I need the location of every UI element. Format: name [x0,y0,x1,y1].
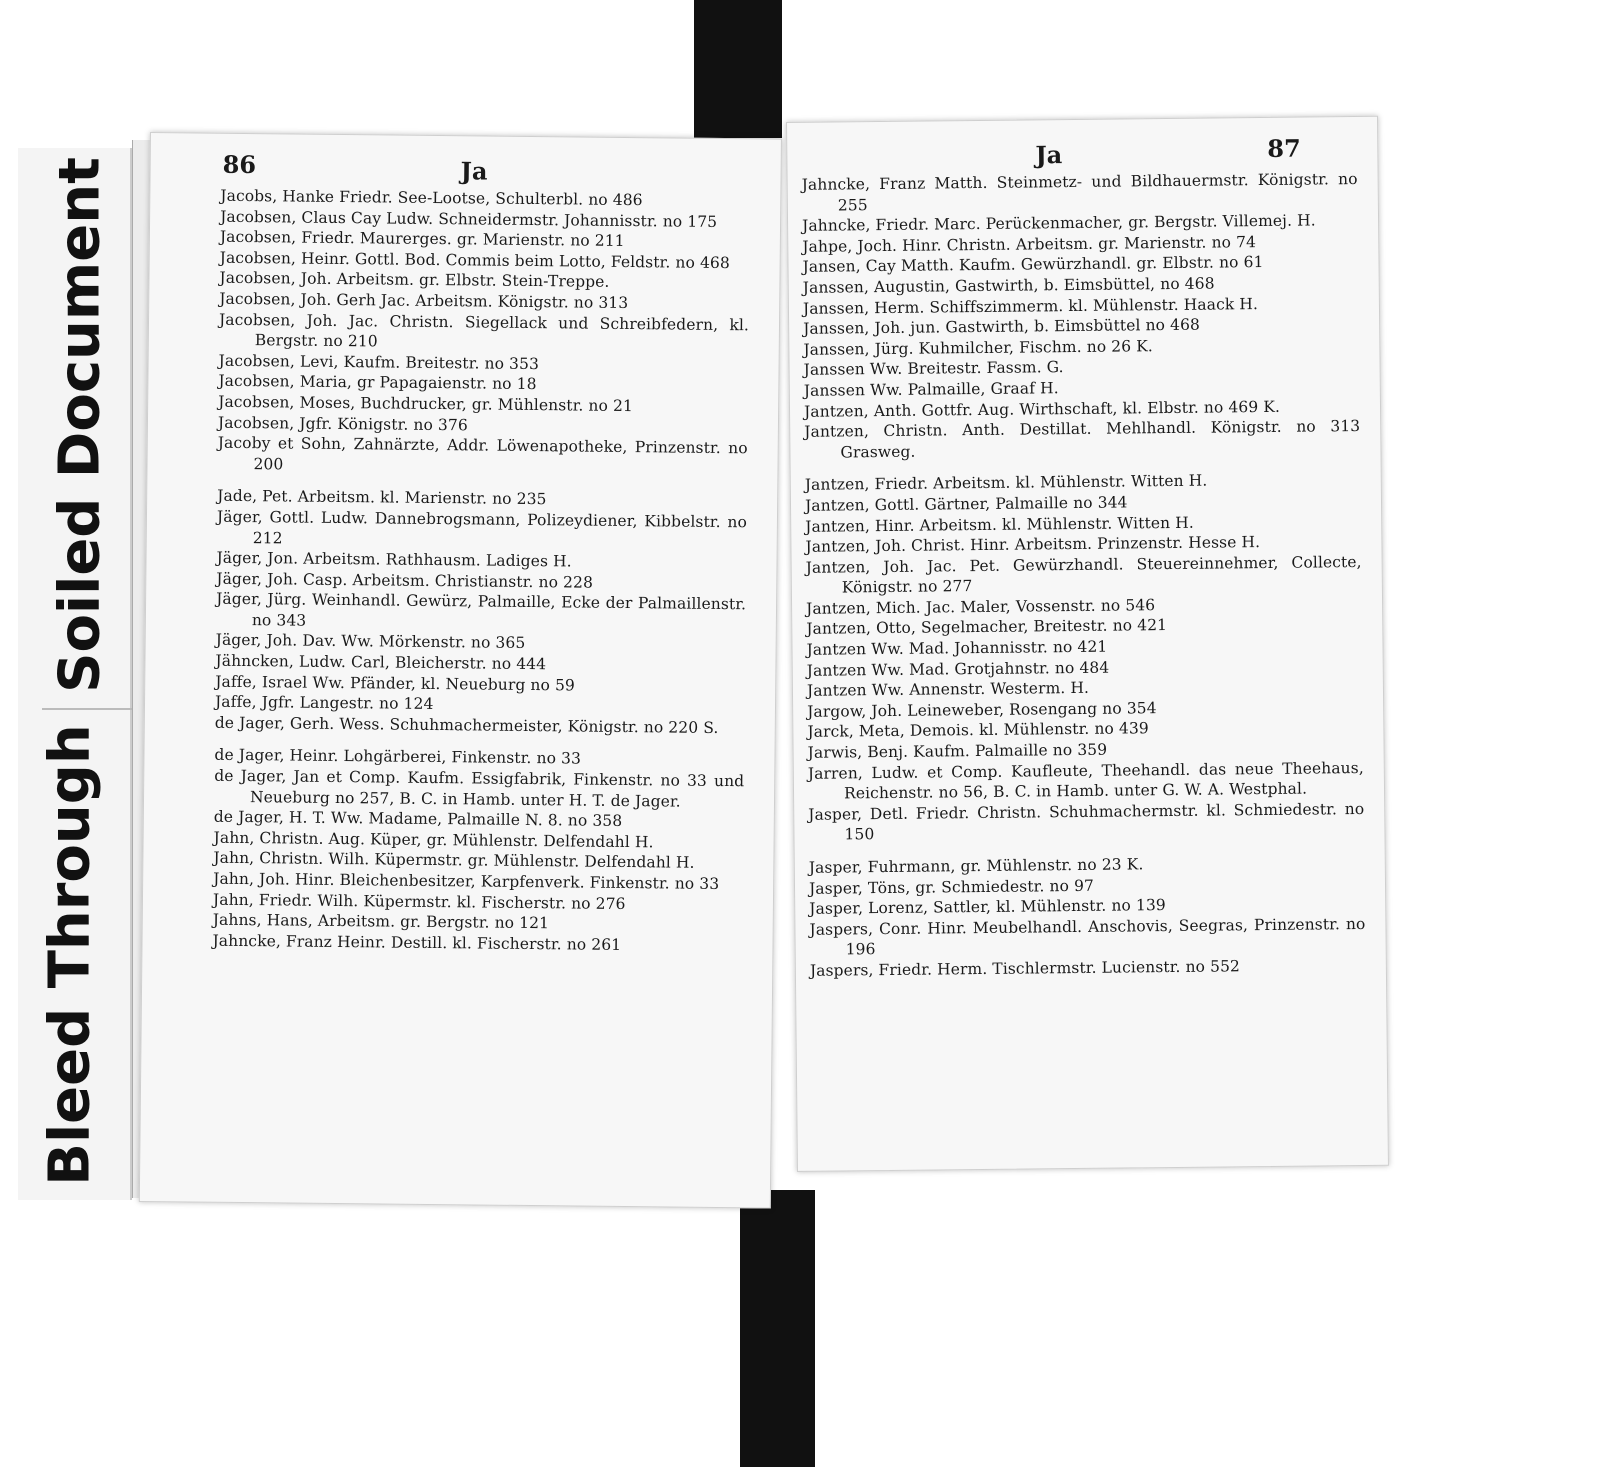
directory-entries [787,163,1385,982]
page-number: 87 [1267,133,1301,163]
directory-entry: Jade, Pet. Arbeitsm. kl. Marienstr. no 235 [217,487,547,509]
directory-entry: Jacobsen, Friedr. Maurerges. gr. Marienstr. no 211 [219,227,625,251]
directory-entry: Jacobsen, Claus Cay Ludw. Schneidermstr. Johannisstr. no 175 [220,207,718,231]
left-page [139,132,782,1209]
directory-entry: Jäger, Joh. Casp. Arbeitsm. Christianstr. no 228 [216,569,594,592]
directory-entry: Jasper, Fuhrmann, gr. Mühlenstr. no 23 K. [808,855,1144,877]
directory-entry: Jarck, Meta, Demois. kl. Mühlenstr. no 439 [807,719,1149,742]
directory-entry: Janssen Ww. Palmaille, Graaf H. [803,379,1059,400]
directory-entry: Jantzen, Joh. Jac. Pet. Gewürzhandl. Steuereinnehmer, Collecte, Königstr. no 277 [805,552,1362,597]
directory-entry: Jacobsen, Heinr. Gottl. Bod. Commis beim Lotto, Feldstr. no 468 [219,248,730,272]
soiled-document-label: Soiled Document [47,157,113,693]
spine-shadow-bottom [740,1190,815,1467]
directory-entry: Jahncke, Franz Matth. Steinmetz- und Bildhauermstr. Königstr. no 255 [801,170,1358,215]
directory-entry: Jasper, Lorenz, Sattler, kl. Mühlenstr. no 139 [809,896,1166,918]
directory-entry: Jacobsen, Levi, Kaufm. Breitestr. no 353 [218,351,540,373]
directory-entry: Jasper, Detl. Friedr. Christn. Schuhmachermstr. kl. Schmiedestr. no 150 [808,799,1365,844]
directory-entry: Jacobsen, Maria, gr Papagaienstr. no 18 [218,372,537,394]
directory-entry: Jarwis, Benj. Kaufm. Palmaille no 359 [807,740,1108,762]
directory-entry: Jäger, Jürg. Weinhandl. Gewürz, Palmaille, Ecke der Palmaillenstr. no 343 [216,589,747,630]
directory-entry: Jahncke, Friedr. Marc. Perückenmacher, gr. Bergstr. Villemej. H. [801,211,1316,236]
directory-entry: Jahncke, Franz Heinr. Destill. kl. Fischerstr. no 261 [212,931,622,954]
directory-entry: Jantzen, Friedr. Arbeitsm. kl. Mühlenstr. Witten H. [804,471,1208,495]
directory-entries [142,179,780,957]
directory-entry: Jantzen Ww. Annenstr. Westerm. H. [806,679,1090,701]
directory-entry: Jantzen, Gottl. Gärtner, Palmaille no 344 [804,493,1128,515]
directory-entry: Jantzen, Christn. Anth. Destillat. Mehlhandl. Königstr. no 313 Grasweg. [804,417,1361,462]
directory-entry: Jahn, Christn. Aug. Küper, gr. Mühlenstr. Delfendahl H. [213,828,654,852]
directory-entry: Janssen, Joh. jun. Gastwirth, b. Eimsbüttel no 468 [803,315,1201,338]
directory-entry: Jacobsen, Jgfr. Königstr. no 376 [217,413,468,434]
right-page [786,116,1389,1172]
directory-entry: Jahn, Christn. Wilh. Küpermstr. gr. Mühlenstr. Delfendahl H. [213,849,695,873]
directory-entry: Jahn, Joh. Hinr. Bleichenbesitzer, Karpfenverk. Finkenstr. no 33 [213,869,720,894]
directory-entry: Jäger, Joh. Dav. Ww. Mörkenstr. no 365 [215,631,526,653]
directory-entry: Jasper, Töns, gr. Schmiedestr. no 97 [808,876,1095,898]
directory-entry: Jacobsen, Joh. Jac. Christn. Siegellack und Schreibfedern, kl. Bergstr. no 210 [218,310,750,351]
directory-entry: Jacoby et Sohn, Zahnärzte, Addr. Löwenapotheke, Prinzenstr. no 200 [217,433,748,474]
directory-entry: Jacobsen, Moses, Buchdrucker, gr. Mühlenstr. no 21 [218,392,634,416]
right-page-header [787,117,1377,169]
directory-entry: Jaspers, Conr. Hinr. Meubelhandl. Anschovis, Seegras, Prinzenstr. no 196 [809,914,1366,959]
directory-entry: Janssen, Jürg. Kuhmilcher, Fischm. no 26 K. [803,336,1153,359]
directory-entry: Jantzen Ww. Mad. Johannisstr. no 421 [806,637,1108,659]
directory-entry: de Jager, Heinr. Lohgärberei, Finkenstr. no 33 [214,746,582,768]
directory-entry: de Jager, H. T. Ww. Madame, Palmaille N. 8. no 358 [213,807,623,831]
directory-entry: Jantzen, Joh. Christ. Hinr. Arbeitsm. Prinzenstr. Hesse H. [805,533,1261,556]
directory-entry: Jaffe, Israel Ww. Pfänder, kl. Neueburg no 59 [215,672,576,695]
directory-entry: Janssen, Herm. Schiffszimmerm. kl. Mühlenstr. Haack H. [802,294,1259,318]
directory-entry: de Jager, Gerh. Wess. Schuhmachermeister, Königstr. no 220 S. [214,713,719,737]
directory-entry: Jantzen Ww. Mad. Grotjahnstr. no 484 [806,658,1110,680]
directory-entry: Jäger, Jon. Arbeitsm. Rathhausm. Ladiges H. [216,548,572,571]
directory-entry: Jäger, Gottl. Ludw. Dannebrogsmann, Polizeydiener, Kibbelstr. no 212 [216,507,748,547]
directory-entry: Jahns, Hans, Arbeitsm. gr. Bergstr. no 121 [212,910,550,933]
directory-entry: Jacobsen, Joh. Gerh Jac. Arbeitsm. Königstr. no 313 [219,289,629,312]
directory-entry: Jahpe, Joch. Hinr. Christn. Arbeitsm. gr. Marienstr. no 74 [802,232,1257,256]
directory-entry: Jaspers, Friedr. Herm. Tischlermstr. Lucienstr. no 552 [809,957,1241,980]
directory-entry: Jantzen, Mich. Jac. Maler, Vossenstr. no 546 [806,596,1156,618]
directory-entry: Jarren, Ludw. et Comp. Kaufleute, Theehandl. das neue Theehaus, Reichenstr. no 56, B. C. in Hamb. unter G. W. A. Westphal. [807,758,1364,803]
label-divider [42,708,132,710]
directory-entry: Jantzen, Hinr. Arbeitsm. kl. Mühlenstr. Witten H. [805,513,1194,536]
directory-entry: Jargow, Joh. Leineweber, Rosengang no 354 [807,698,1157,721]
running-head: Ja [1035,140,1063,170]
spine-shadow-top [694,0,782,138]
directory-entry: Jacobs, Hanke Friedr. See-Lootse, Schulterbl. no 486 [220,186,643,210]
left-page-header [151,133,781,186]
bleed-through-label: Bleed Through [37,724,103,1186]
directory-entry: Jaffe, Jgfr. Langestr. no 124 [214,692,434,714]
directory-entry: Janssen Ww. Breitestr. Fassm. G. [803,358,1064,380]
directory-entry: Janssen, Augustin, Gastwirth, b. Eimsbüttel, no 468 [802,274,1215,297]
running-head: Ja [460,156,488,186]
directory-entry: Jähncken, Ludw. Carl, Bleicherstr. no 444 [215,651,547,674]
directory-entry: Jantzen, Anth. Gottfr. Aug. Wirthschaft, kl. Elbstr. no 469 K. [803,397,1281,421]
directory-entry: Jacobsen, Joh. Arbeitsm. gr. Elbstr. Stein-Treppe. [219,269,610,292]
directory-entry: Jahn, Friedr. Wilh. Küpermstr. kl. Fischerstr. no 276 [212,890,626,913]
directory-entry: Jantzen, Otto, Segelmacher, Breitestr. no 421 [806,616,1168,639]
directory-entry: Jansen, Cay Matth. Kaufm. Gewürzhandl. gr. Elbstr. no 61 [802,253,1264,277]
directory-entry: de Jager, Jan et Comp. Kaufm. Essigfabrik, Finkenstr. no 33 und Neueburg no 257, B. C. in Hamb. unter H. T. de Jager. [214,766,745,811]
page-number: 86 [222,149,257,180]
